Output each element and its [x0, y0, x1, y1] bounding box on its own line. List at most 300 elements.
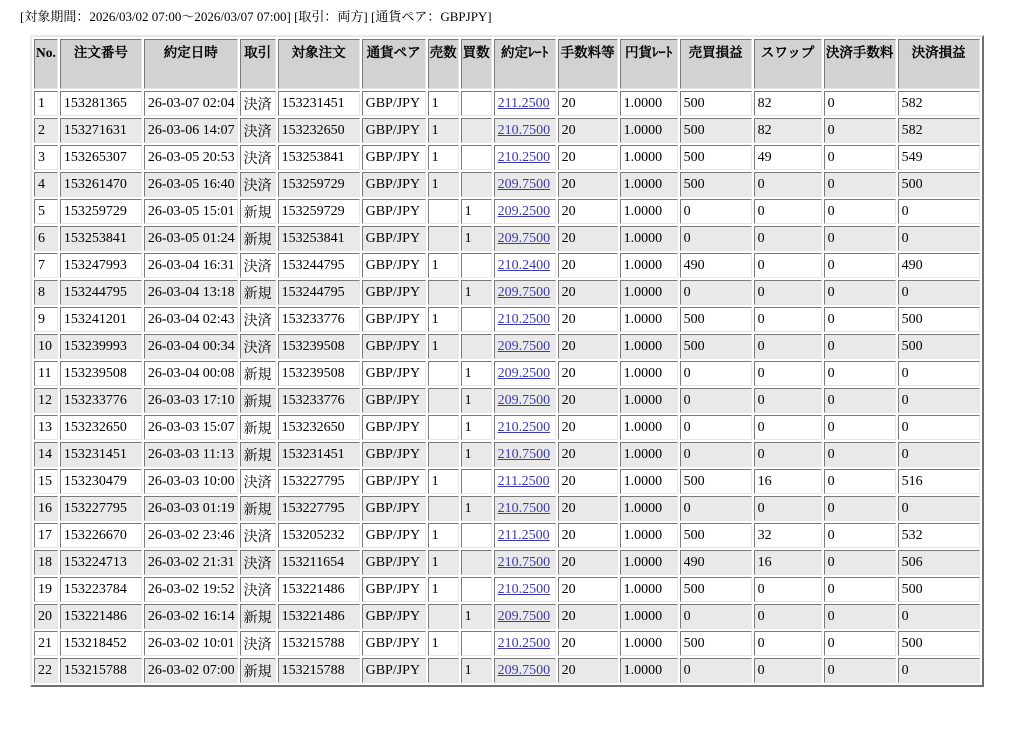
cell-target-order: 153233776: [278, 388, 360, 413]
cell-swap: 0: [754, 577, 822, 602]
cell-jpy-rate: 1.0000: [620, 631, 678, 656]
cell-currency-pair: GBP/JPY: [362, 118, 426, 143]
exec-rate-link[interactable]: 210.2500: [497, 635, 551, 651]
cell-no: 8: [34, 280, 58, 305]
cell-jpy-rate: 1.0000: [620, 415, 678, 440]
cell-jpy-rate: 1.0000: [620, 388, 678, 413]
cell-settle-fee: 0: [824, 523, 896, 548]
cell-settle-fee: 0: [824, 307, 896, 332]
cell-currency-pair: GBP/JPY: [362, 280, 426, 305]
cell-trade-type: 決済: [240, 91, 276, 116]
cell-sell-buy-pl: 0: [680, 388, 752, 413]
exec-rate-link[interactable]: 210.2500: [497, 419, 551, 435]
cell-target-order: 153239508: [278, 361, 360, 386]
cell-no: 16: [34, 496, 58, 521]
cell-target-order: 153259729: [278, 172, 360, 197]
cell-target-order: 153259729: [278, 199, 360, 224]
cell-currency-pair: GBP/JPY: [362, 631, 426, 656]
cell-no: 22: [34, 658, 58, 683]
exec-rate-link[interactable]: 209.7500: [497, 392, 551, 408]
cell-trade-type: 決済: [240, 523, 276, 548]
cell-exec-datetime: 26-03-07 02:04: [144, 91, 238, 116]
exec-rate-link[interactable]: 210.2500: [497, 581, 551, 597]
col-header-fee: 手数料等: [558, 39, 618, 89]
cell-sell-buy-pl: 0: [680, 280, 752, 305]
table-row: [34, 91, 980, 116]
cell-sell-buy-pl: 500: [680, 145, 752, 170]
cell-currency-pair: GBP/JPY: [362, 361, 426, 386]
exec-rate-link[interactable]: 211.2500: [497, 95, 550, 111]
cell-buy-qty: [461, 631, 492, 656]
cell-target-order: 153233776: [278, 307, 360, 332]
cell-exec-rate: [494, 172, 556, 197]
cell-exec-rate: [494, 145, 556, 170]
cell-exec-rate: [494, 388, 556, 413]
cell-swap: 0: [754, 604, 822, 629]
cell-no: 19: [34, 577, 58, 602]
cell-target-order: 153215788: [278, 658, 360, 683]
cell-exec-rate: [494, 658, 556, 683]
cell-swap: 0: [754, 253, 822, 278]
cell-settle-pl: 490: [898, 253, 980, 278]
cell-buy-qty: [461, 334, 492, 359]
cell-exec-rate: [494, 550, 556, 575]
cell-fee: 20: [558, 307, 618, 332]
cell-swap: 0: [754, 307, 822, 332]
cell-fee: 20: [558, 631, 618, 656]
cell-sell-buy-pl: 500: [680, 631, 752, 656]
exec-rate-link[interactable]: 210.7500: [497, 500, 551, 516]
cell-sell-qty: 1: [428, 577, 459, 602]
cell-no: 2: [34, 118, 58, 143]
table-row: [34, 361, 980, 386]
cell-trade-type: 新規: [240, 388, 276, 413]
cell-no: 15: [34, 469, 58, 494]
cell-jpy-rate: 1.0000: [620, 145, 678, 170]
cell-trade-type: 決済: [240, 145, 276, 170]
cell-sell-qty: [428, 415, 459, 440]
cell-order-no: 153233776: [60, 388, 142, 413]
cell-sell-qty: 1: [428, 469, 459, 494]
cell-jpy-rate: 1.0000: [620, 226, 678, 251]
cell-no: 4: [34, 172, 58, 197]
cell-no: 10: [34, 334, 58, 359]
table-row: [34, 577, 980, 602]
cell-sell-buy-pl: 500: [680, 91, 752, 116]
exec-rate-link[interactable]: 210.2500: [497, 149, 551, 165]
cell-settle-fee: 0: [824, 415, 896, 440]
cell-fee: 20: [558, 226, 618, 251]
exec-rate-link[interactable]: 211.2500: [497, 473, 550, 489]
exec-rate-link[interactable]: 210.2500: [497, 311, 551, 327]
cell-sell-buy-pl: 500: [680, 577, 752, 602]
exec-rate-link[interactable]: 209.7500: [497, 662, 551, 678]
cell-fee: 20: [558, 604, 618, 629]
cell-target-order: 153205232: [278, 523, 360, 548]
cell-currency-pair: GBP/JPY: [362, 253, 426, 278]
table-row: [34, 226, 980, 251]
cell-exec-rate: [494, 226, 556, 251]
cell-order-no: 153265307: [60, 145, 142, 170]
cell-sell-buy-pl: 490: [680, 550, 752, 575]
cell-sell-buy-pl: 500: [680, 523, 752, 548]
cell-currency-pair: GBP/JPY: [362, 91, 426, 116]
cell-exec-rate: [494, 253, 556, 278]
cell-swap: 0: [754, 658, 822, 683]
cell-fee: 20: [558, 523, 618, 548]
cell-exec-rate: [494, 577, 556, 602]
cell-buy-qty: 1: [461, 658, 492, 683]
cell-exec-datetime: 26-03-02 10:01: [144, 631, 238, 656]
cell-jpy-rate: 1.0000: [620, 550, 678, 575]
cell-order-no: 153230479: [60, 469, 142, 494]
cell-exec-rate: [494, 307, 556, 332]
cell-exec-rate: [494, 469, 556, 494]
cell-target-order: 153244795: [278, 253, 360, 278]
col-header-exec-datetime: 約定日時: [144, 39, 238, 89]
cell-currency-pair: GBP/JPY: [362, 307, 426, 332]
cell-currency-pair: GBP/JPY: [362, 334, 426, 359]
cell-buy-qty: [461, 307, 492, 332]
cell-settle-pl: 0: [898, 226, 980, 251]
cell-settle-pl: 516: [898, 469, 980, 494]
cell-no: 3: [34, 145, 58, 170]
cell-no: 13: [34, 415, 58, 440]
cell-exec-rate: [494, 604, 556, 629]
cell-settle-pl: 500: [898, 172, 980, 197]
cell-sell-qty: [428, 226, 459, 251]
exec-rate-link[interactable]: 209.2500: [497, 203, 551, 219]
cell-order-no: 153239993: [60, 334, 142, 359]
cell-sell-buy-pl: 500: [680, 307, 752, 332]
cell-exec-datetime: 26-03-04 00:08: [144, 361, 238, 386]
col-header-sell-buy-pl: 売買損益: [680, 39, 752, 89]
cell-currency-pair: GBP/JPY: [362, 550, 426, 575]
cell-jpy-rate: 1.0000: [620, 280, 678, 305]
cell-swap: 49: [754, 145, 822, 170]
cell-trade-type: 新規: [240, 361, 276, 386]
cell-order-no: 153215788: [60, 658, 142, 683]
cell-sell-qty: [428, 496, 459, 521]
cell-settle-pl: 0: [898, 658, 980, 683]
cell-buy-qty: [461, 145, 492, 170]
cell-exec-datetime: 26-03-06 14:07: [144, 118, 238, 143]
cell-buy-qty: 1: [461, 415, 492, 440]
cell-exec-rate: [494, 118, 556, 143]
cell-exec-datetime: 26-03-03 17:10: [144, 388, 238, 413]
cell-settle-pl: 0: [898, 199, 980, 224]
col-header-target-order: 対象注文: [278, 39, 360, 89]
col-header-currency-pair: 通貨ペア: [362, 39, 426, 89]
cell-order-no: 153232650: [60, 415, 142, 440]
cell-exec-rate: [494, 523, 556, 548]
cell-settle-fee: 0: [824, 658, 896, 683]
cell-buy-qty: [461, 253, 492, 278]
table-row: [34, 280, 980, 305]
cell-order-no: 153218452: [60, 631, 142, 656]
cell-order-no: 153231451: [60, 442, 142, 467]
cell-buy-qty: [461, 91, 492, 116]
cell-settle-fee: 0: [824, 550, 896, 575]
cell-settle-fee: 0: [824, 604, 896, 629]
cell-exec-datetime: 26-03-04 00:34: [144, 334, 238, 359]
cell-jpy-rate: 1.0000: [620, 523, 678, 548]
filter-bar: [20, 8, 1024, 26]
cell-swap: 0: [754, 361, 822, 386]
cell-jpy-rate: 1.0000: [620, 172, 678, 197]
col-header-order-no: 注文番号: [60, 39, 142, 89]
cell-jpy-rate: 1.0000: [620, 253, 678, 278]
cell-no: 20: [34, 604, 58, 629]
exec-rate-link[interactable]: 211.2500: [497, 527, 550, 543]
table-row: [34, 523, 980, 548]
cell-buy-qty: [461, 469, 492, 494]
cell-target-order: 153232650: [278, 415, 360, 440]
cell-exec-datetime: 26-03-05 16:40: [144, 172, 238, 197]
table-row: [34, 604, 980, 629]
cell-settle-fee: 0: [824, 280, 896, 305]
cell-swap: 82: [754, 118, 822, 143]
cell-order-no: 153227795: [60, 496, 142, 521]
cell-exec-datetime: 26-03-04 13:18: [144, 280, 238, 305]
cell-target-order: 153227795: [278, 496, 360, 521]
table-row: [34, 496, 980, 521]
table-row: [34, 658, 980, 683]
exec-rate-link[interactable]: 209.7500: [497, 338, 551, 354]
cell-settle-fee: 0: [824, 577, 896, 602]
cell-settle-fee: 0: [824, 172, 896, 197]
cell-exec-datetime: 26-03-02 21:31: [144, 550, 238, 575]
cell-swap: 32: [754, 523, 822, 548]
cell-exec-rate: [494, 631, 556, 656]
cell-sell-qty: 1: [428, 523, 459, 548]
cell-swap: 16: [754, 469, 822, 494]
cell-swap: 0: [754, 334, 822, 359]
cell-jpy-rate: 1.0000: [620, 334, 678, 359]
exec-rate-link[interactable]: 210.2400: [497, 257, 551, 273]
cell-exec-rate: [494, 496, 556, 521]
cell-settle-pl: 0: [898, 496, 980, 521]
cell-no: 17: [34, 523, 58, 548]
cell-buy-qty: 1: [461, 280, 492, 305]
cell-settle-fee: 0: [824, 361, 896, 386]
cell-settle-pl: 532: [898, 523, 980, 548]
cell-exec-datetime: 26-03-03 10:00: [144, 469, 238, 494]
col-header-settle-fee: 決済手数料: [824, 39, 896, 89]
cell-sell-qty: 1: [428, 91, 459, 116]
cell-settle-pl: 0: [898, 280, 980, 305]
cell-sell-qty: [428, 280, 459, 305]
cell-trade-type: 決済: [240, 577, 276, 602]
cell-settle-pl: 0: [898, 604, 980, 629]
cell-fee: 20: [558, 361, 618, 386]
cell-settle-pl: 582: [898, 118, 980, 143]
cell-buy-qty: [461, 523, 492, 548]
cell-sell-buy-pl: 500: [680, 172, 752, 197]
cell-trade-type: 決済: [240, 307, 276, 332]
cell-trade-type: 新規: [240, 280, 276, 305]
cell-sell-buy-pl: 500: [680, 118, 752, 143]
cell-sell-buy-pl: 0: [680, 442, 752, 467]
table-row: [34, 172, 980, 197]
filter-trade-type: [取引：両方]: [294, 9, 368, 24]
cell-currency-pair: GBP/JPY: [362, 523, 426, 548]
cell-exec-datetime: 26-03-03 15:07: [144, 415, 238, 440]
cell-jpy-rate: 1.0000: [620, 91, 678, 116]
cell-trade-type: 決済: [240, 631, 276, 656]
cell-sell-buy-pl: 0: [680, 658, 752, 683]
filter-period: [対象期間：2026/03/02 07:00〜2026/03/07 07:00]: [20, 9, 291, 24]
exec-rate-link[interactable]: 209.7500: [497, 230, 551, 246]
cell-exec-datetime: 26-03-05 01:24: [144, 226, 238, 251]
cell-exec-rate: [494, 361, 556, 386]
cell-currency-pair: GBP/JPY: [362, 226, 426, 251]
cell-exec-rate: [494, 415, 556, 440]
cell-fee: 20: [558, 118, 618, 143]
cell-buy-qty: 1: [461, 388, 492, 413]
table-row: [34, 388, 980, 413]
cell-exec-datetime: 26-03-05 15:01: [144, 199, 238, 224]
cell-sell-qty: [428, 442, 459, 467]
cell-no: 14: [34, 442, 58, 467]
cell-exec-rate: [494, 442, 556, 467]
cell-sell-qty: 1: [428, 631, 459, 656]
cell-exec-datetime: 26-03-02 19:52: [144, 577, 238, 602]
cell-order-no: 153281365: [60, 91, 142, 116]
cell-settle-pl: 549: [898, 145, 980, 170]
cell-no: 9: [34, 307, 58, 332]
col-header-settle-pl: 決済損益: [898, 39, 980, 89]
cell-trade-type: 決済: [240, 550, 276, 575]
col-header-jpy-rate: 円貨ﾚｰﾄ: [620, 39, 678, 89]
exec-rate-link[interactable]: 210.7500: [497, 122, 551, 138]
cell-sell-qty: 1: [428, 253, 459, 278]
cell-sell-buy-pl: 0: [680, 199, 752, 224]
cell-target-order: 153221486: [278, 577, 360, 602]
cell-currency-pair: GBP/JPY: [362, 388, 426, 413]
cell-swap: 0: [754, 280, 822, 305]
cell-settle-fee: 0: [824, 145, 896, 170]
cell-no: 12: [34, 388, 58, 413]
cell-currency-pair: GBP/JPY: [362, 604, 426, 629]
cell-settle-pl: 500: [898, 577, 980, 602]
cell-swap: 0: [754, 631, 822, 656]
col-header-no: No.: [34, 39, 58, 89]
cell-target-order: 153253841: [278, 226, 360, 251]
cell-exec-rate: [494, 91, 556, 116]
table-body: [34, 91, 980, 683]
cell-order-no: 153221486: [60, 604, 142, 629]
cell-no: 7: [34, 253, 58, 278]
cell-buy-qty: [461, 577, 492, 602]
cell-sell-qty: 1: [428, 118, 459, 143]
cell-swap: 0: [754, 442, 822, 467]
cell-trade-type: 新規: [240, 226, 276, 251]
cell-order-no: 153223784: [60, 577, 142, 602]
cell-target-order: 153239508: [278, 334, 360, 359]
cell-target-order: 153231451: [278, 91, 360, 116]
cell-target-order: 153232650: [278, 118, 360, 143]
cell-settle-pl: 582: [898, 91, 980, 116]
cell-trade-type: 決済: [240, 334, 276, 359]
cell-fee: 20: [558, 415, 618, 440]
cell-exec-datetime: 26-03-04 02:43: [144, 307, 238, 332]
cell-exec-datetime: 26-03-02 07:00: [144, 658, 238, 683]
cell-currency-pair: GBP/JPY: [362, 172, 426, 197]
cell-jpy-rate: 1.0000: [620, 604, 678, 629]
cell-sell-qty: 1: [428, 550, 459, 575]
table-row: [34, 415, 980, 440]
cell-exec-rate: [494, 280, 556, 305]
table-row: [34, 307, 980, 332]
cell-order-no: 153241201: [60, 307, 142, 332]
cell-sell-qty: [428, 604, 459, 629]
cell-settle-fee: 0: [824, 496, 896, 521]
exec-rate-link[interactable]: 210.7500: [497, 446, 551, 462]
cell-order-no: 153271631: [60, 118, 142, 143]
cell-order-no: 153226670: [60, 523, 142, 548]
cell-trade-type: 新規: [240, 442, 276, 467]
cell-trade-type: 新規: [240, 496, 276, 521]
cell-jpy-rate: 1.0000: [620, 442, 678, 467]
cell-swap: 0: [754, 199, 822, 224]
cell-buy-qty: 1: [461, 226, 492, 251]
exec-rate-link[interactable]: 209.7500: [497, 176, 551, 192]
exec-rate-link[interactable]: 209.7500: [497, 608, 551, 624]
cell-fee: 20: [558, 658, 618, 683]
cell-settle-pl: 500: [898, 307, 980, 332]
cell-buy-qty: [461, 172, 492, 197]
cell-exec-rate: [494, 199, 556, 224]
exec-rate-link[interactable]: 209.2500: [497, 365, 551, 381]
table-row: [34, 199, 980, 224]
cell-exec-datetime: 26-03-02 16:14: [144, 604, 238, 629]
col-header-trade-type: 取引: [240, 39, 276, 89]
cell-settle-pl: 0: [898, 415, 980, 440]
col-header-sell-qty: 売数: [428, 39, 459, 89]
exec-rate-link[interactable]: 210.7500: [497, 554, 551, 570]
cell-jpy-rate: 1.0000: [620, 469, 678, 494]
cell-exec-datetime: 26-03-05 20:53: [144, 145, 238, 170]
cell-trade-type: 新規: [240, 604, 276, 629]
cell-settle-pl: 500: [898, 631, 980, 656]
cell-no: 11: [34, 361, 58, 386]
cell-settle-pl: 506: [898, 550, 980, 575]
cell-order-no: 153224713: [60, 550, 142, 575]
cell-sell-buy-pl: 0: [680, 361, 752, 386]
cell-trade-type: 決済: [240, 172, 276, 197]
cell-order-no: 153247993: [60, 253, 142, 278]
cell-sell-qty: [428, 658, 459, 683]
cell-no: 6: [34, 226, 58, 251]
cell-settle-fee: 0: [824, 253, 896, 278]
cell-fee: 20: [558, 91, 618, 116]
cell-fee: 20: [558, 442, 618, 467]
cell-buy-qty: [461, 550, 492, 575]
cell-target-order: 153231451: [278, 442, 360, 467]
cell-buy-qty: 1: [461, 361, 492, 386]
cell-currency-pair: GBP/JPY: [362, 442, 426, 467]
cell-currency-pair: GBP/JPY: [362, 145, 426, 170]
cell-sell-buy-pl: 0: [680, 604, 752, 629]
table-row: [34, 469, 980, 494]
trade-history-table: [30, 35, 984, 687]
cell-swap: 0: [754, 172, 822, 197]
table-header-row: [34, 39, 980, 89]
col-header-exec-rate: 約定ﾚｰﾄ: [494, 39, 556, 89]
exec-rate-link[interactable]: 209.7500: [497, 284, 551, 300]
cell-swap: 82: [754, 91, 822, 116]
